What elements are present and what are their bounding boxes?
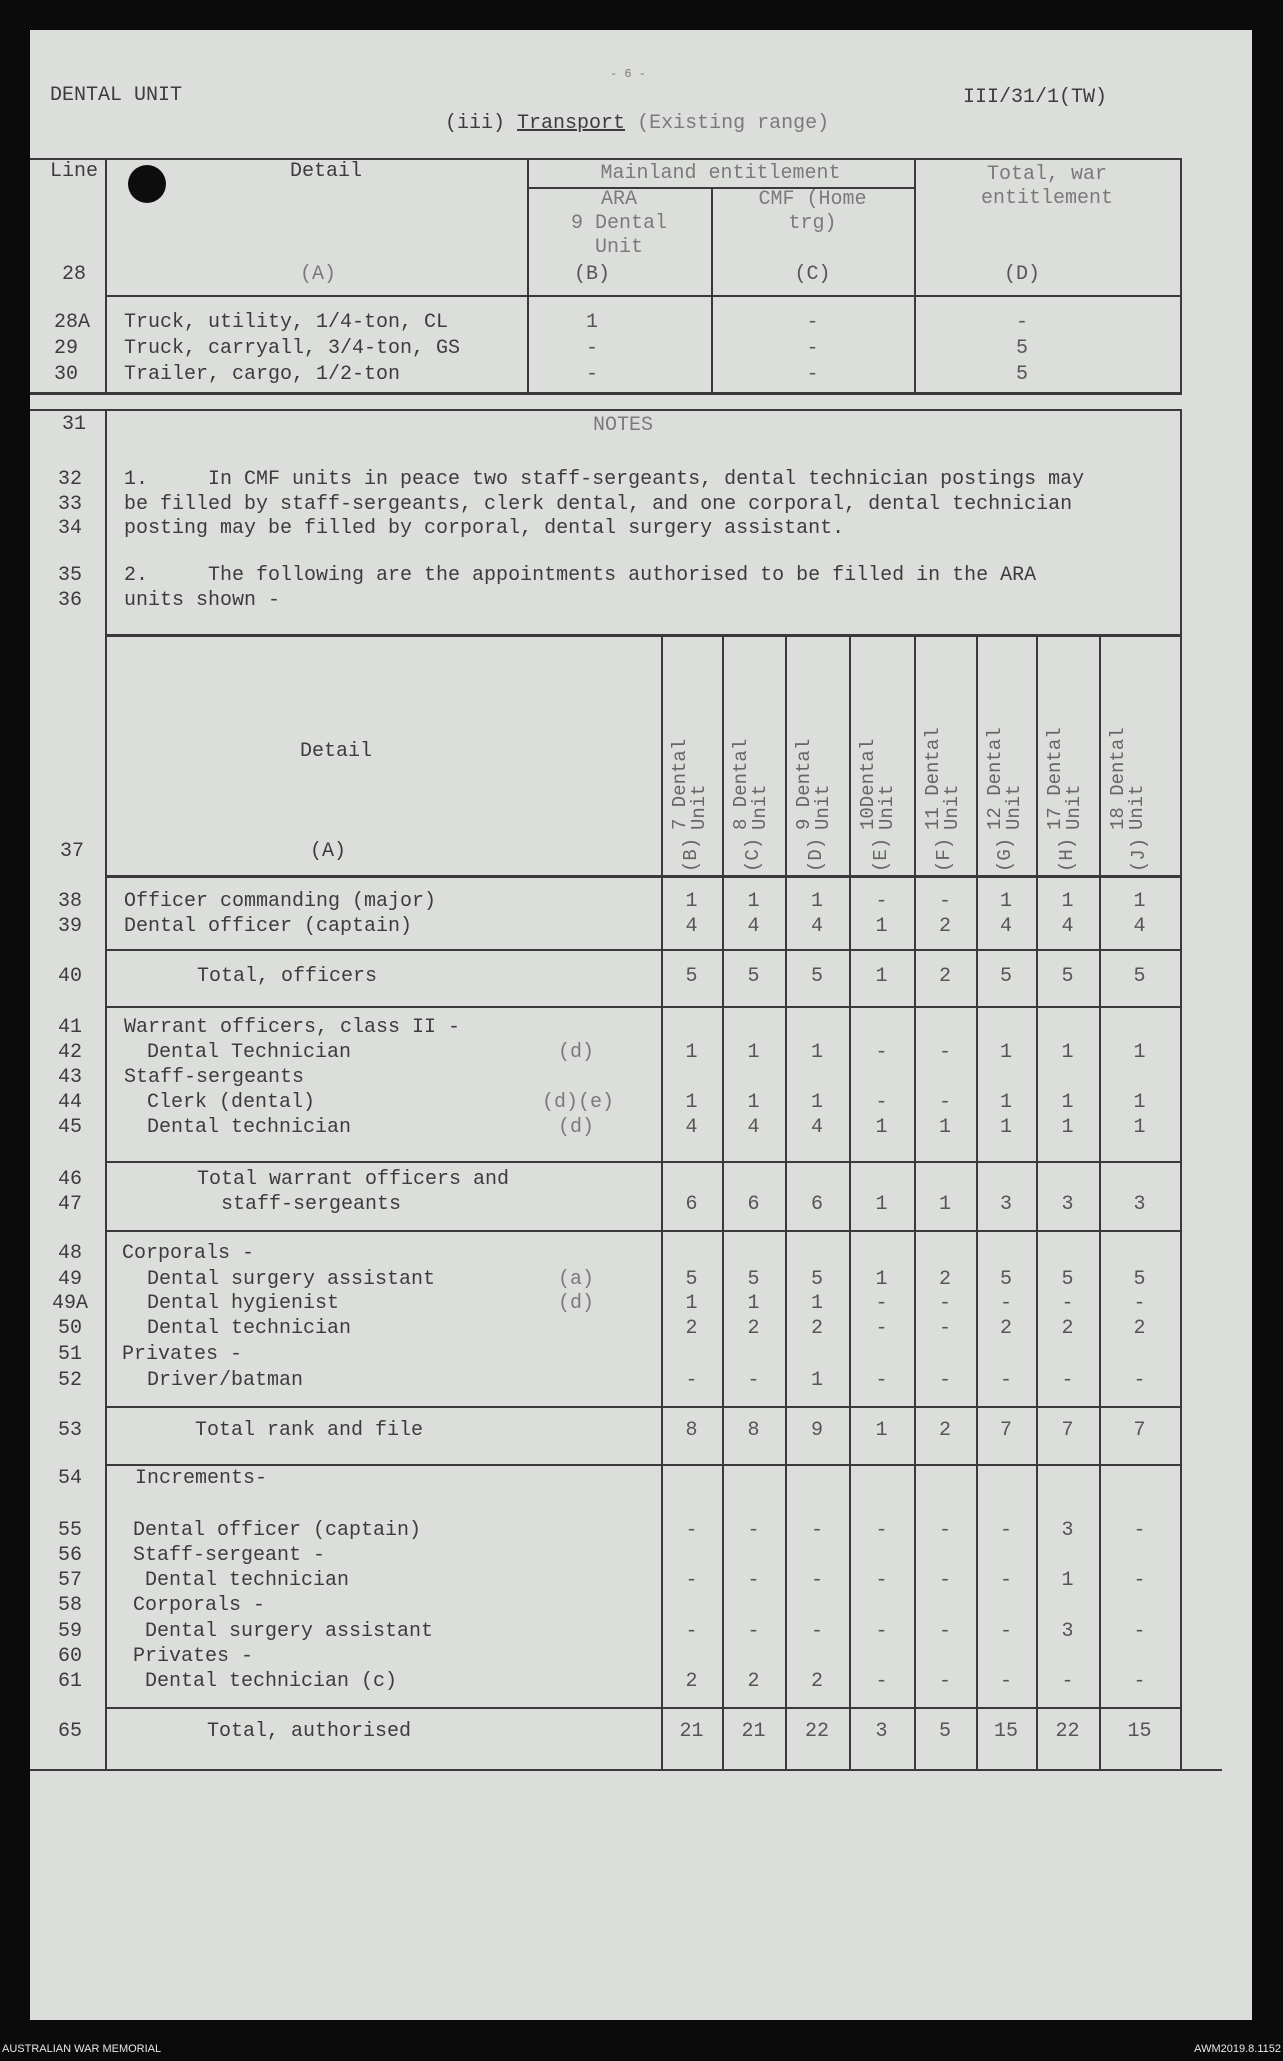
value-cell: -: [938, 1670, 951, 1693]
line-number: 35: [58, 564, 83, 587]
line-number: 65: [58, 1720, 83, 1743]
line-number: 58: [58, 1594, 83, 1617]
row-separator: [105, 1161, 1182, 1163]
value-cell: -: [938, 1091, 951, 1114]
value-cell: -: [875, 1091, 888, 1114]
col-detail-header: Detail: [300, 740, 373, 763]
line-number: 52: [58, 1369, 83, 1392]
value-cell: 2: [747, 1317, 760, 1340]
value-cell: 6: [685, 1193, 698, 1216]
section-suffix: (Existing range): [637, 112, 830, 135]
value-cell: -: [585, 337, 598, 360]
note-text: 1. In CMF units in peace two staff-sergeants, dental technician postings may: [124, 468, 1085, 491]
value-cell: -: [747, 1519, 760, 1542]
line-number: 40: [58, 965, 83, 988]
value-cell: 5: [1133, 1268, 1146, 1291]
line-number: 49A: [52, 1292, 89, 1315]
value-cell: 6: [810, 1193, 823, 1216]
unit-column-letter: (J): [1128, 837, 1150, 872]
value-cell: -: [999, 1369, 1012, 1392]
note-text: posting may be filled by corporal, dental surgery assistant.: [124, 517, 845, 540]
value-cell: 1: [1133, 1091, 1146, 1114]
value-cell: 8: [747, 1419, 760, 1442]
value-cell: 2: [1061, 1317, 1074, 1340]
value-cell: 1: [685, 890, 698, 913]
detail-text: Staff-sergeants: [124, 1066, 305, 1089]
line-number: 53: [58, 1419, 83, 1442]
rule: [105, 875, 1182, 878]
detail-text: Clerk (dental): [147, 1091, 316, 1114]
value-cell: 2: [685, 1670, 698, 1693]
value-cell: 1: [747, 1041, 760, 1064]
value-cell: 4: [999, 915, 1012, 938]
note-reference: (d): [558, 1292, 595, 1315]
value-cell: 1: [1061, 1569, 1074, 1592]
rule: [30, 392, 1182, 395]
value-cell: 4: [747, 1116, 760, 1139]
detail-text: Staff-sergeant -: [133, 1544, 326, 1567]
reference-number: III/31/1(TW): [963, 86, 1108, 109]
line-number: 47: [58, 1193, 83, 1216]
value-cell: -: [875, 1041, 888, 1064]
detail-text: Trailer, cargo, 1/2-ton: [124, 363, 401, 386]
value-cell: -: [806, 311, 819, 334]
section-title: Transport: [517, 112, 626, 135]
value-cell: 1: [1133, 1041, 1146, 1064]
value-cell: 1: [938, 1193, 951, 1216]
row-separator: [105, 949, 1182, 951]
line-number: 56: [58, 1544, 83, 1567]
value-cell: -: [1133, 1292, 1146, 1315]
value-cell: -: [938, 1292, 951, 1315]
value-cell: -: [938, 890, 951, 913]
detail-text: Corporals -: [133, 1594, 266, 1617]
value-cell: 1: [999, 1041, 1012, 1064]
value-cell: 5: [1061, 965, 1074, 988]
value-cell: 5: [685, 965, 698, 988]
row-separator: [105, 1464, 1182, 1466]
value-cell: -: [810, 1569, 823, 1592]
line-number: 45: [58, 1116, 83, 1139]
value-cell: 2: [810, 1317, 823, 1340]
value-cell: -: [938, 1369, 951, 1392]
col-letter: (C): [794, 263, 831, 286]
col-total-header: Total, war entitlement: [980, 163, 1114, 210]
value-cell: 5: [810, 1268, 823, 1291]
detail-text: Dental surgery assistant: [147, 1268, 436, 1291]
value-cell: 5: [1061, 1268, 1074, 1291]
col-letter: (A): [300, 263, 337, 286]
detail-text: Total, authorised: [207, 1720, 412, 1743]
line-number: 41: [58, 1016, 83, 1039]
unit-column-letter: (B): [680, 837, 702, 872]
value-cell: 1: [999, 1091, 1012, 1114]
note-reference: (a): [558, 1268, 595, 1291]
value-cell: 2: [1133, 1317, 1146, 1340]
value-cell: -: [999, 1569, 1012, 1592]
value-cell: -: [747, 1369, 760, 1392]
note-reference: (d): [558, 1041, 595, 1064]
value-cell: 2: [747, 1670, 760, 1693]
rule: [105, 158, 107, 394]
value-cell: 1: [999, 890, 1012, 913]
line-number: 38: [58, 890, 83, 913]
line-number: 49: [58, 1268, 83, 1291]
footer-institution: AUSTRALIAN WAR MEMORIAL: [2, 2043, 162, 2055]
line-number: 33: [58, 493, 83, 516]
detail-text: Total, officers: [197, 965, 378, 988]
value-cell: 3: [875, 1720, 888, 1743]
unit-column-header: 11 Dental Unit: [922, 727, 963, 830]
unit-column-header: 7 Dental Unit: [669, 738, 710, 830]
value-cell: 5: [1015, 363, 1028, 386]
line-number: 43: [58, 1066, 83, 1089]
line-number: 28A: [54, 311, 91, 334]
detail-text: staff-sergeants: [221, 1193, 402, 1216]
unit-column-header: 10Dental Unit: [857, 738, 898, 830]
notes-title: NOTES: [593, 414, 654, 437]
value-cell: 1: [810, 890, 823, 913]
row-separator: [105, 1707, 1182, 1709]
value-cell: 21: [741, 1720, 766, 1743]
note-text: be filled by staff-sergeants, clerk dental, and one corporal, dental technician: [124, 493, 1073, 516]
value-cell: 5: [747, 1268, 760, 1291]
value-cell: 2: [938, 1268, 951, 1291]
value-cell: 4: [1061, 915, 1074, 938]
detail-text: Warrant officers, class II -: [124, 1016, 461, 1039]
unit-column-header: 18 Dental Unit: [1107, 727, 1148, 830]
value-cell: 2: [938, 1419, 951, 1442]
col-mainland-header: Mainland entitlement: [600, 162, 841, 185]
detail-text: Privates -: [122, 1343, 243, 1366]
detail-text: Dental technician: [145, 1569, 350, 1592]
value-cell: 4: [685, 915, 698, 938]
footer-accession: AWM2019.8.1152: [1194, 2043, 1281, 2055]
value-cell: 2: [810, 1670, 823, 1693]
value-cell: 5: [1015, 337, 1028, 360]
row-separator: [105, 1406, 1182, 1408]
value-cell: -: [875, 1292, 888, 1315]
unit-column-header: 9 Dental Unit: [793, 738, 834, 830]
value-cell: -: [999, 1620, 1012, 1643]
value-cell: 1: [685, 1041, 698, 1064]
note-text: 2. The following are the appointments authorised to be filled in the ARA: [124, 564, 1037, 587]
line-number: 60: [58, 1645, 83, 1668]
value-cell: 1: [585, 311, 598, 334]
value-cell: 1: [875, 1268, 888, 1291]
value-cell: 5: [810, 965, 823, 988]
value-cell: 1: [875, 1193, 888, 1216]
value-cell: 3: [1061, 1193, 1074, 1216]
unit-column-letter: (H): [1056, 837, 1078, 872]
value-cell: 5: [1133, 965, 1146, 988]
page-mark: - 6 -: [610, 67, 647, 81]
detail-text: Privates -: [133, 1645, 254, 1668]
value-cell: -: [1061, 1670, 1074, 1693]
row-separator: [105, 1230, 1182, 1232]
line-number: 44: [58, 1091, 83, 1114]
value-cell: -: [1133, 1670, 1146, 1693]
value-cell: 1: [810, 1369, 823, 1392]
value-cell: -: [1061, 1369, 1074, 1392]
value-cell: 1: [810, 1091, 823, 1114]
detail-text: Total rank and file: [195, 1419, 424, 1442]
value-cell: -: [747, 1620, 760, 1643]
value-cell: 3: [1133, 1193, 1146, 1216]
value-cell: -: [875, 1317, 888, 1340]
value-cell: 5: [685, 1268, 698, 1291]
value-cell: 3: [1061, 1620, 1074, 1643]
rule: [30, 409, 1182, 411]
value-cell: 1: [1061, 890, 1074, 913]
value-cell: -: [875, 1369, 888, 1392]
value-cell: -: [1015, 311, 1028, 334]
note-reference: (d)(e): [542, 1091, 615, 1114]
detail-text: Dental technician: [147, 1116, 352, 1139]
line-number: 39: [58, 915, 83, 938]
value-cell: -: [938, 1317, 951, 1340]
value-cell: 1: [1133, 890, 1146, 913]
line-number: 32: [58, 468, 83, 491]
rule: [1180, 158, 1182, 394]
line-number: 42: [58, 1041, 83, 1064]
value-cell: 1: [875, 1116, 888, 1139]
col-line-header: Line: [50, 160, 99, 183]
detail-text: Dental surgery assistant: [145, 1620, 434, 1643]
value-cell: 3: [1061, 1519, 1074, 1542]
value-cell: 4: [685, 1116, 698, 1139]
unit-column-header: 12 Dental Unit: [984, 727, 1025, 830]
col-detail-header: Detail: [290, 160, 363, 183]
value-cell: 8: [685, 1419, 698, 1442]
value-cell: 2: [938, 965, 951, 988]
value-cell: 5: [999, 1268, 1012, 1291]
line-number: 61: [58, 1670, 83, 1693]
value-cell: 1: [1061, 1041, 1074, 1064]
value-cell: -: [1133, 1569, 1146, 1592]
detail-text: Increments-: [135, 1467, 268, 1490]
value-cell: 2: [938, 915, 951, 938]
value-cell: -: [1133, 1369, 1146, 1392]
col-ara-header: ARA 9 Dental Unit: [570, 188, 667, 259]
value-cell: -: [1133, 1519, 1146, 1542]
value-cell: 5: [747, 965, 760, 988]
value-cell: -: [806, 363, 819, 386]
note-reference: (d): [558, 1116, 595, 1139]
value-cell: 1: [938, 1116, 951, 1139]
value-cell: -: [938, 1620, 951, 1643]
value-cell: -: [999, 1670, 1012, 1693]
line-number: 36: [58, 589, 83, 612]
value-cell: 4: [1133, 915, 1146, 938]
rule: [30, 158, 1182, 160]
line-number: 34: [58, 517, 83, 540]
value-cell: 5: [938, 1720, 951, 1743]
detail-text: Driver/batman: [147, 1369, 304, 1392]
value-cell: -: [810, 1620, 823, 1643]
value-cell: 1: [747, 1091, 760, 1114]
value-cell: 15: [993, 1720, 1018, 1743]
value-cell: 1: [999, 1116, 1012, 1139]
value-cell: 1: [1133, 1116, 1146, 1139]
unit-column-header: 17 Dental Unit: [1044, 727, 1085, 830]
value-cell: 1: [875, 965, 888, 988]
detail-text: Officer commanding (major): [124, 890, 437, 913]
value-cell: -: [1061, 1292, 1074, 1315]
note-text: units shown -: [124, 589, 281, 612]
value-cell: -: [999, 1292, 1012, 1315]
value-cell: -: [810, 1519, 823, 1542]
line-number: 29: [54, 337, 79, 360]
value-cell: 6: [747, 1193, 760, 1216]
value-cell: -: [806, 337, 819, 360]
header-line-number: 37: [60, 840, 85, 863]
col-letter: (A): [310, 840, 347, 863]
value-cell: 15: [1127, 1720, 1152, 1743]
value-cell: 1: [1061, 1116, 1074, 1139]
value-cell: -: [747, 1569, 760, 1592]
value-cell: 4: [747, 915, 760, 938]
value-cell: 1: [1061, 1091, 1074, 1114]
detail-text: Total warrant officers and: [197, 1168, 510, 1191]
value-cell: 1: [747, 1292, 760, 1315]
value-cell: 4: [810, 915, 823, 938]
value-cell: -: [938, 1041, 951, 1064]
value-cell: 22: [1055, 1720, 1080, 1743]
value-cell: 7: [1133, 1419, 1146, 1442]
line-number: 46: [58, 1168, 83, 1191]
value-cell: 22: [804, 1720, 829, 1743]
detail-text: Dental technician (c): [145, 1670, 398, 1693]
col-letter: (B): [573, 263, 610, 286]
header-line-number: 28: [62, 263, 87, 286]
line-number: 30: [54, 363, 79, 386]
value-cell: 1: [875, 1419, 888, 1442]
unit-column-letter: (F): [933, 837, 955, 872]
line-number: 54: [58, 1467, 83, 1490]
value-cell: -: [685, 1519, 698, 1542]
column-divider: [1180, 637, 1182, 1769]
detail-text: Truck, carryall, 3/4-ton, GS: [124, 337, 461, 360]
value-cell: 1: [685, 1292, 698, 1315]
value-cell: -: [875, 1519, 888, 1542]
value-cell: -: [938, 1569, 951, 1592]
value-cell: -: [875, 1569, 888, 1592]
value-cell: 7: [1061, 1419, 1074, 1442]
value-cell: -: [938, 1519, 951, 1542]
value-cell: 3: [999, 1193, 1012, 1216]
rule: [105, 634, 1182, 637]
value-cell: 9: [810, 1419, 823, 1442]
unit-column-letter: (G): [994, 837, 1016, 872]
detail-text: Dental officer (captain): [133, 1519, 422, 1542]
value-cell: 4: [810, 1116, 823, 1139]
value-cell: 1: [810, 1041, 823, 1064]
detail-text: Truck, utility, 1/4-ton, CL: [124, 311, 449, 334]
value-cell: -: [875, 1620, 888, 1643]
unit-column-letter: (E): [870, 837, 892, 872]
value-cell: -: [1133, 1620, 1146, 1643]
value-cell: 5: [999, 965, 1012, 988]
detail-text: Dental technician: [147, 1317, 352, 1340]
detail-text: Dental Technician: [147, 1041, 352, 1064]
value-cell: -: [685, 1369, 698, 1392]
line-number: 51: [58, 1343, 83, 1366]
detail-text: Dental officer (captain): [124, 915, 413, 938]
value-cell: -: [685, 1569, 698, 1592]
value-cell: 1: [875, 915, 888, 938]
line-number: 55: [58, 1519, 83, 1542]
detail-text: Corporals -: [122, 1242, 255, 1265]
unit-column-letter: (C): [742, 837, 764, 872]
col-letter: (D): [1003, 263, 1040, 286]
rule: [105, 295, 1182, 297]
line-number: 48: [58, 1242, 83, 1265]
unit-heading: DENTAL UNIT: [50, 84, 183, 107]
value-cell: 21: [679, 1720, 704, 1743]
value-cell: -: [875, 890, 888, 913]
punch-hole: [128, 165, 166, 203]
value-cell: -: [685, 1620, 698, 1643]
unit-column-header: 8 Dental Unit: [730, 738, 771, 830]
line-number: 57: [58, 1569, 83, 1592]
value-cell: -: [585, 363, 598, 386]
col-cmf-header: CMF (Home trg): [758, 188, 867, 235]
line-number: 31: [62, 413, 87, 436]
value-cell: 1: [685, 1091, 698, 1114]
section-heading: [445, 112, 829, 136]
unit-column-letter: (D): [805, 837, 827, 872]
value-cell: 1: [747, 890, 760, 913]
rule: [30, 1769, 1222, 1771]
line-number: 50: [58, 1317, 83, 1340]
row-separator: [105, 1006, 1182, 1008]
value-cell: 7: [999, 1419, 1012, 1442]
line-number: 59: [58, 1620, 83, 1643]
value-cell: -: [875, 1670, 888, 1693]
section-prefix: (iii): [445, 112, 506, 135]
detail-text: Dental hygienist: [147, 1292, 340, 1315]
value-cell: 1: [810, 1292, 823, 1315]
value-cell: -: [999, 1519, 1012, 1542]
value-cell: 2: [999, 1317, 1012, 1340]
rule: [105, 409, 107, 1769]
value-cell: 2: [685, 1317, 698, 1340]
